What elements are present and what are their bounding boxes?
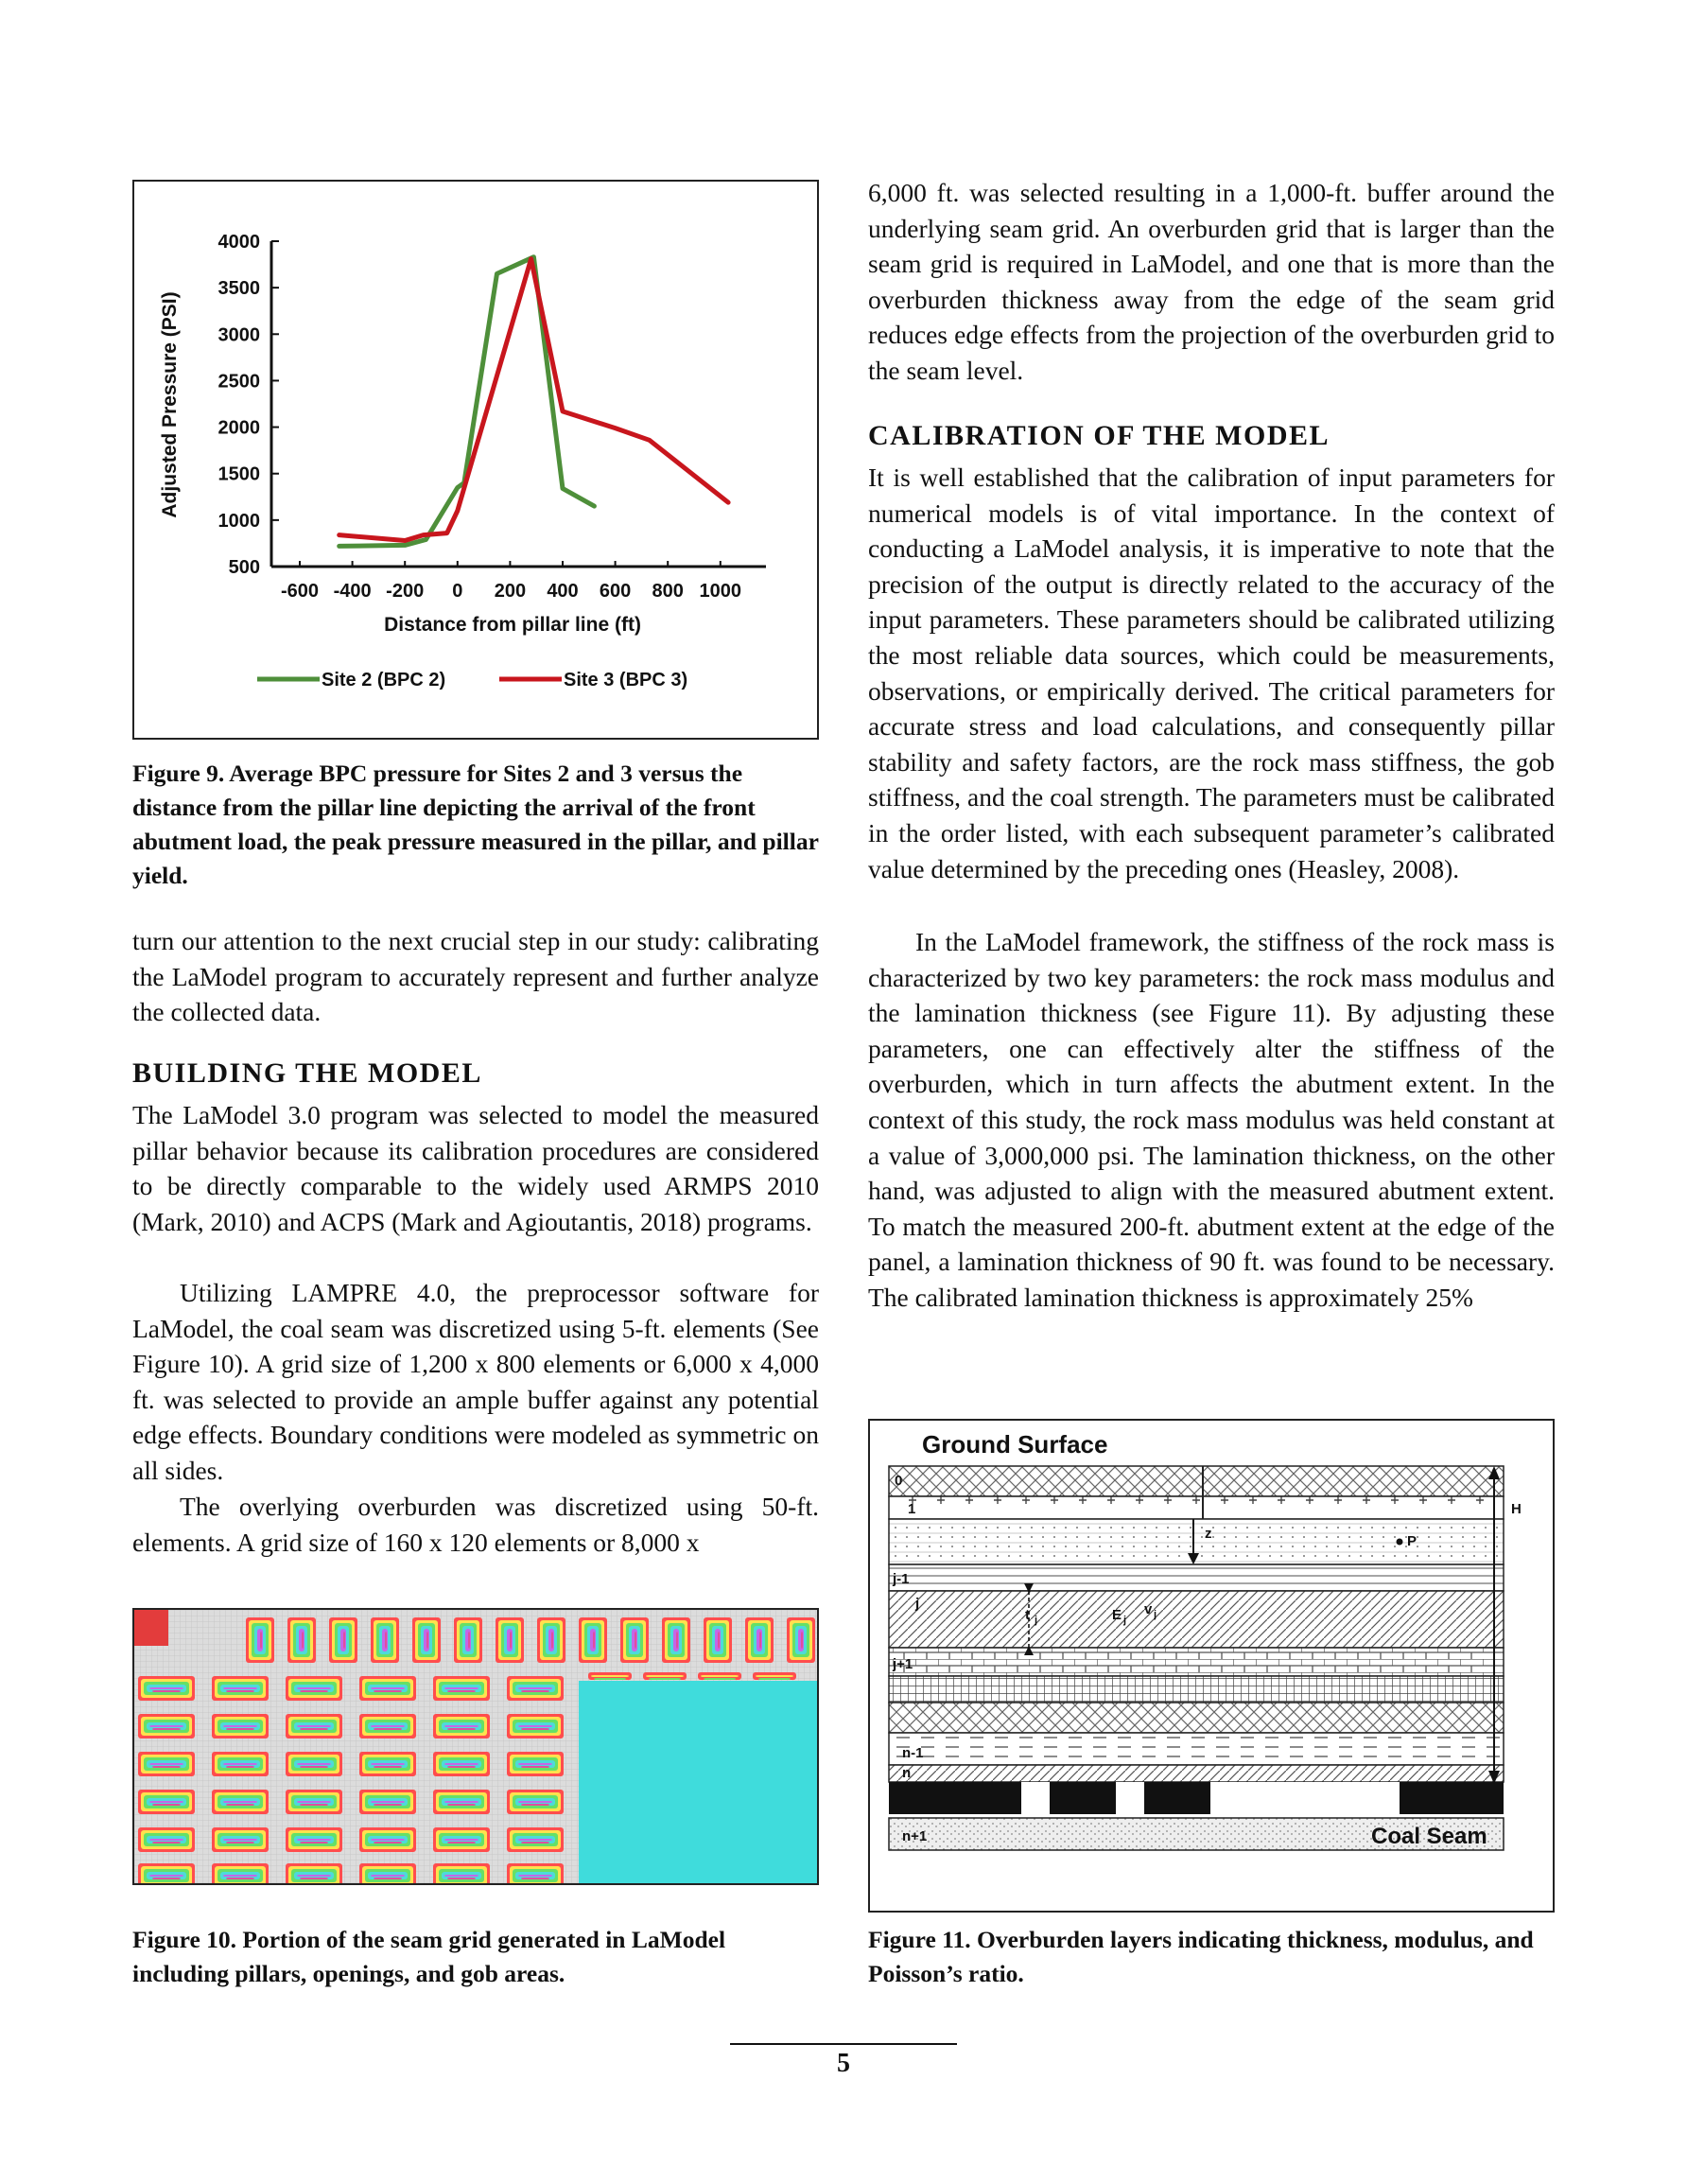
gob-area-corner <box>134 1610 168 1646</box>
x-tick-label: -200 <box>386 581 425 602</box>
figure-9-line-chart <box>134 182 817 738</box>
pillar-wide <box>138 1790 195 1814</box>
pillar-wide <box>433 1827 490 1852</box>
pillar-wide <box>212 1714 269 1738</box>
label-layer-n-minus-1: n-1 <box>902 1745 924 1761</box>
y-tick-label: 2500 <box>217 371 260 393</box>
left-paragraph-1: The LaModel 3.0 program was selected to model the measured pillar behavior because its calibration procedures are considered to be directly comparable to the widely used ARMPS 2010 (Mark, 2010) and ACPS (Mark and Agioutantis, 2018) programs. <box>132 1100 819 1236</box>
pillar-wide <box>138 1676 195 1701</box>
pillar-wide <box>507 1827 564 1852</box>
seam-opening-3 <box>1210 1782 1400 1814</box>
pillar-wide <box>212 1827 269 1852</box>
pillar-wide <box>359 1827 416 1852</box>
page-number: 5 <box>837 2049 850 2078</box>
y-tick-label: 4000 <box>217 232 260 253</box>
coal-seam-label: Coal Seam <box>1371 1824 1487 1849</box>
y-tick-label: 3000 <box>217 324 260 346</box>
pillar-tall <box>579 1617 607 1663</box>
y-axis-title: Adjusted Pressure (PSI) <box>159 291 181 518</box>
right-paragraph-2: In the LaModel framework, the stiffness of the rock mass is characterized by two key parameters: the rock mass modulus and the lamination thickness (see Figure 11). By adjusting these parameters, one can effectively alter the stiffness of the overburden, which in turn affects the abutment extent. In the context of this study, the rock mass modulus was held constant at a value of 3,000,000 psi. The lamination thickness, on the other hand, was adjusted to align with the measured abutment extent. To match the measured 200-ft. abutment extent at the edge of the panel, a lamination thickness of 90 ft. was found to be necessary. The calibrated lamination thickness is approximately 25% <box>868 927 1555 1312</box>
pillar-wide <box>507 1752 564 1776</box>
x-tick-label: -400 <box>333 581 372 602</box>
calibration-heading: CALIBRATION OF THE MODEL <box>868 420 1330 451</box>
pillar-wide <box>138 1863 195 1883</box>
pillar-tall <box>371 1617 399 1663</box>
layer-n-minus-1 <box>889 1733 1504 1765</box>
y-tick-label: 3500 <box>217 278 260 300</box>
figure-10-seam-grid-image <box>134 1610 817 1883</box>
layer-j <box>889 1591 1504 1648</box>
y-tick-label: 1000 <box>217 510 260 532</box>
overburden-layers <box>889 1466 1504 1850</box>
right-paragraph-1: It is well established that the calibration of input parameters for numerical models is of vital importance. In the context of conducting a LaModel analysis, it is imperative to note that the precision of the output is directly related to the accuracy of the input parameters. These parameters should be calibrated utilizing the most reliable data sources, which could be measurements, observations, or empirically derived. The critical parameters for accurate stress and load calculations, and consequently pillar stability and safety factors, are the rock mass stiffness, the gob stiffness, and the coal strength. The parameters must be calibrated in the order listed, with each subsequent parameter’s calibrated value determined by the preceding ones (Heasley, 2008). <box>868 463 1555 883</box>
right-top-paragraph: 6,000 ft. was selected resulting in a 1,000-ft. buffer around the underlying seam grid. An overburden grid that is larger than the seam grid is required in LaModel, and one that is more than the overburden thickness away from the edge of the seam grid reduces edge effects from the projection of the overburden grid to the seam level. <box>868 178 1555 385</box>
pillar-tall <box>246 1617 274 1663</box>
seam-opening-1 <box>1021 1782 1050 1814</box>
layer-n <box>889 1765 1504 1782</box>
pillar-wide <box>212 1863 269 1883</box>
pillar-wide <box>286 1676 342 1701</box>
layer-j-plus-1 <box>889 1648 1504 1676</box>
figure-11-overburden-diagram <box>870 1421 1553 1911</box>
label-layer-n: n <box>902 1765 912 1781</box>
pillar-wide <box>507 1676 564 1701</box>
pillar-tall <box>412 1617 441 1663</box>
figure-10-seam-grid-frame <box>132 1608 819 1885</box>
pillar-wide <box>359 1752 416 1776</box>
pillar-wide <box>286 1714 342 1738</box>
pillar-wide <box>359 1790 416 1814</box>
ground-surface-label: Ground Surface <box>922 1430 1108 1459</box>
symbol-p: P <box>1407 1533 1417 1549</box>
pillar-wide <box>359 1676 416 1701</box>
pillar-wide <box>433 1676 490 1701</box>
figure-9-caption: Figure 9. Average BPC pressure for Sites 2 and 3 versus the distance from the pillar line depicting the arrival of the front abutment load, the peak pressure measured in the pillar, and pillar yield. <box>132 760 819 889</box>
figure-10-caption: Figure 10. Portion of the seam grid generated in LaModel including pillars, openings, and gob areas. <box>132 1926 726 1987</box>
footer-rule <box>730 2043 957 2045</box>
x-tick-label: 200 <box>494 581 527 602</box>
pillar-wide <box>286 1827 342 1852</box>
symbol-t: t <box>1025 1607 1030 1623</box>
legend-site2-label: Site 2 (BPC 2) <box>322 670 446 690</box>
pillar-tall <box>745 1617 774 1663</box>
pillar-tall <box>704 1617 732 1663</box>
x-axis-title: Distance from pillar line (ft) <box>384 614 641 636</box>
pillar-wide <box>507 1714 564 1738</box>
pillar-wide <box>138 1827 195 1852</box>
layer-1 <box>889 1496 1504 1519</box>
symbol-h: H <box>1511 1501 1522 1517</box>
pillar-tall <box>620 1617 649 1663</box>
x-tick-label: 1000 <box>699 581 742 602</box>
y-tick-label: 2000 <box>217 417 260 439</box>
pillar-wide <box>359 1714 416 1738</box>
pillar-wide <box>286 1863 342 1883</box>
y-tick-label: 1500 <box>217 463 260 485</box>
pillar-tall <box>454 1617 482 1663</box>
pillar-wide <box>138 1752 195 1776</box>
pillar-wide <box>507 1863 564 1883</box>
symbol-z: z <box>1205 1526 1212 1542</box>
pillar-tall <box>496 1617 524 1663</box>
layer-cross-lower <box>889 1703 1504 1733</box>
symbol-t-sub: j <box>1035 1615 1038 1626</box>
pillar-tall <box>787 1617 815 1663</box>
y-tick-label: 500 <box>228 557 260 578</box>
pillar-wide <box>212 1790 269 1814</box>
legend-site3-label: Site 3 (BPC 3) <box>564 670 688 690</box>
layer-j-minus-1 <box>889 1564 1504 1591</box>
seam-black-band <box>889 1782 1504 1814</box>
series-line-site-3 <box>339 259 728 541</box>
pillar-wide <box>286 1790 342 1814</box>
symbol-e: E <box>1112 1607 1122 1623</box>
pillar-wide <box>138 1714 195 1738</box>
label-layer-0: 0 <box>895 1473 903 1489</box>
pillar-wide <box>433 1714 490 1738</box>
pillar-wide <box>286 1752 342 1776</box>
symbol-v: v <box>1144 1601 1153 1617</box>
pillar-wide <box>433 1752 490 1776</box>
pillar-wide <box>433 1863 490 1883</box>
gob-area <box>579 1681 817 1883</box>
pillar-wide <box>507 1790 564 1814</box>
point-p-marker <box>1397 1539 1403 1546</box>
symbol-e-sub: j <box>1123 1615 1127 1626</box>
pillar-wide <box>359 1863 416 1883</box>
figure-11-caption: Figure 11. Overburden layers indicating thickness, modulus, and Poisson’s ratio. <box>868 1926 1534 1987</box>
label-layer-n-plus-1: n+1 <box>902 1828 928 1844</box>
left-paragraph-3: The overlying overburden was discretized using 50-ft. elements. A grid size of 160 x 120 elements or 8,000 x <box>132 1492 819 1557</box>
chart-legend <box>257 670 687 690</box>
x-tick-label: -600 <box>280 581 320 602</box>
left-paragraph-2: Utilizing LAMPRE 4.0, the preprocessor software for LaModel, the coal seam was discretized using 5-ft. elements (See Figure 10). A grid size of 1,200 x 800 elements or 6,000 x 4,000 ft. was selected to provide an ample buffer against any potential edge effects. Boundary conditions were modeled as symmetric on all sides. <box>132 1278 819 1485</box>
label-layer-j-minus-1: j-1 <box>893 1571 910 1587</box>
symbol-v-sub: j <box>1154 1609 1157 1620</box>
series-line-site-2 <box>339 257 595 547</box>
pillar-wide <box>212 1676 269 1701</box>
pillar-wide <box>433 1790 490 1814</box>
pillar-tall <box>329 1617 357 1663</box>
label-layer-j: j <box>915 1596 920 1612</box>
layer-0 <box>889 1466 1504 1496</box>
x-tick-label: 800 <box>652 581 684 602</box>
pillar-tall <box>537 1617 565 1663</box>
seam-opening-2 <box>1116 1782 1144 1814</box>
figure-9-chart-frame <box>132 180 819 740</box>
label-layer-j-plus-1: j+1 <box>893 1656 913 1672</box>
x-tick-label: 0 <box>452 581 463 602</box>
figure-11-overburden-frame <box>868 1419 1555 1913</box>
x-tick-label: 600 <box>599 581 632 602</box>
left-continued-paragraph: turn our attention to the next crucial step in our study: calibrating the LaModel program to accurately represent and further analyze the collected data. <box>132 926 819 1027</box>
x-tick-label: 400 <box>547 581 579 602</box>
layer-dense-grid <box>889 1676 1504 1703</box>
pillar-tall <box>287 1617 316 1663</box>
building-model-heading: BUILDING THE MODEL <box>132 1057 482 1089</box>
pillar-wide <box>212 1752 269 1776</box>
label-layer-1: 1 <box>908 1501 916 1517</box>
pillar-tall <box>662 1617 690 1663</box>
